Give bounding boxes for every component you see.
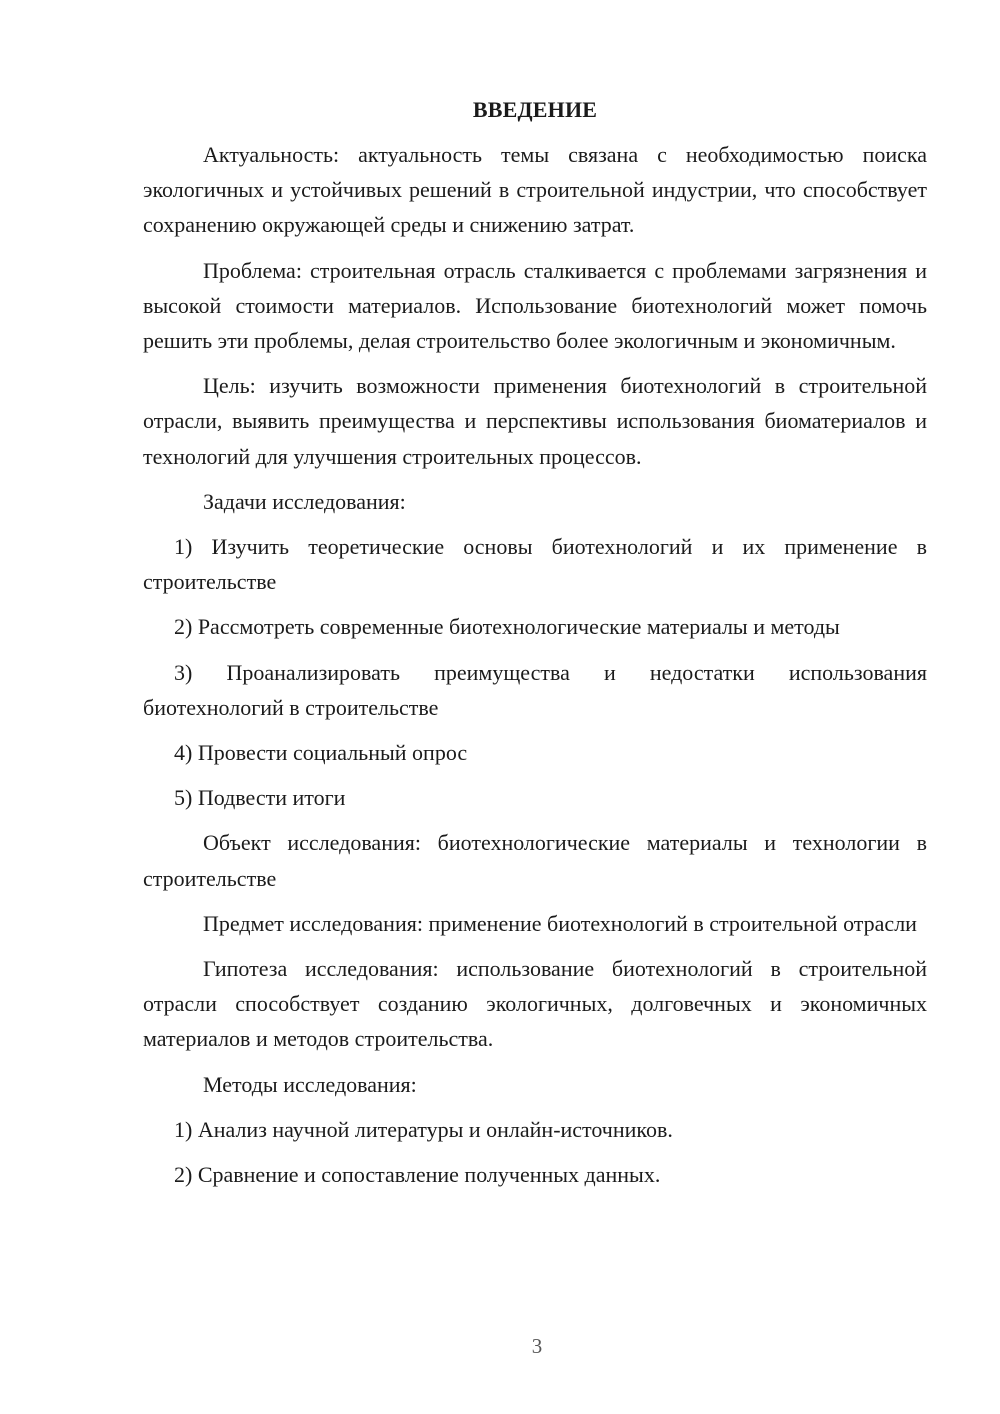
methods-heading: Методы исследования:	[203, 1071, 417, 1097]
task-item-4: 4) Провести социальный опрос	[174, 740, 468, 766]
object-paragraph: Объект исследования: биотехнологические материалы и технологии в строительстве	[143, 830, 927, 891]
task-item-5: 5) Подвести итоги	[174, 785, 346, 811]
goal-paragraph: Цель: изучить возможности применения биотехнологий в строительной отрасли, выявить преимущества и перспективы использования биоматериалов и технологий для улучшения строительных процессов.	[143, 373, 927, 469]
task-item-2: 2) Рассмотреть современные биотехнологические материалы и методы	[174, 614, 840, 640]
task-item-1: 1) Изучить теоретические основы биотехнологий и их применение в строительстве	[143, 534, 927, 595]
tasks-heading: Задачи исследования:	[203, 488, 406, 514]
task-item-3: 3) Проанализировать преимущества и недостатки использования биотехнологий в строительстве	[143, 659, 927, 720]
document-page	[143, 92, 927, 1202]
subject-paragraph: Предмет исследования: применение биотехнологий в строительной отрасли	[203, 910, 917, 936]
hypothesis-paragraph: Гипотеза исследования: использование биотехнологий в строительной отрасли способствует созданию экологичных, долговечных и экономичных материалов и методов строительства.	[143, 956, 927, 1052]
section-heading: ВВЕДЕНИЕ	[472, 97, 598, 122]
page-number: 3	[531, 1334, 543, 1358]
relevance-paragraph: Актуальность: актуальность темы связана с необходимостью поиска экологичных и устойчивых решений в строительной индустрии, что способствует сохранению окружающей среды и снижению затрат.	[143, 142, 927, 238]
method-item-1: 1) Анализ научной литературы и онлайн-источников.	[174, 1116, 673, 1142]
method-item-2: 2) Сравнение и сопоставление полученных данных.	[174, 1162, 661, 1188]
problem-paragraph: Проблема: строительная отрасль сталкивается с проблемами загрязнения и высокой стоимости материалов. Использование биотехнологий может помочь решить эти проблемы, делая строительство более экологичным и экономичным.	[143, 257, 927, 354]
